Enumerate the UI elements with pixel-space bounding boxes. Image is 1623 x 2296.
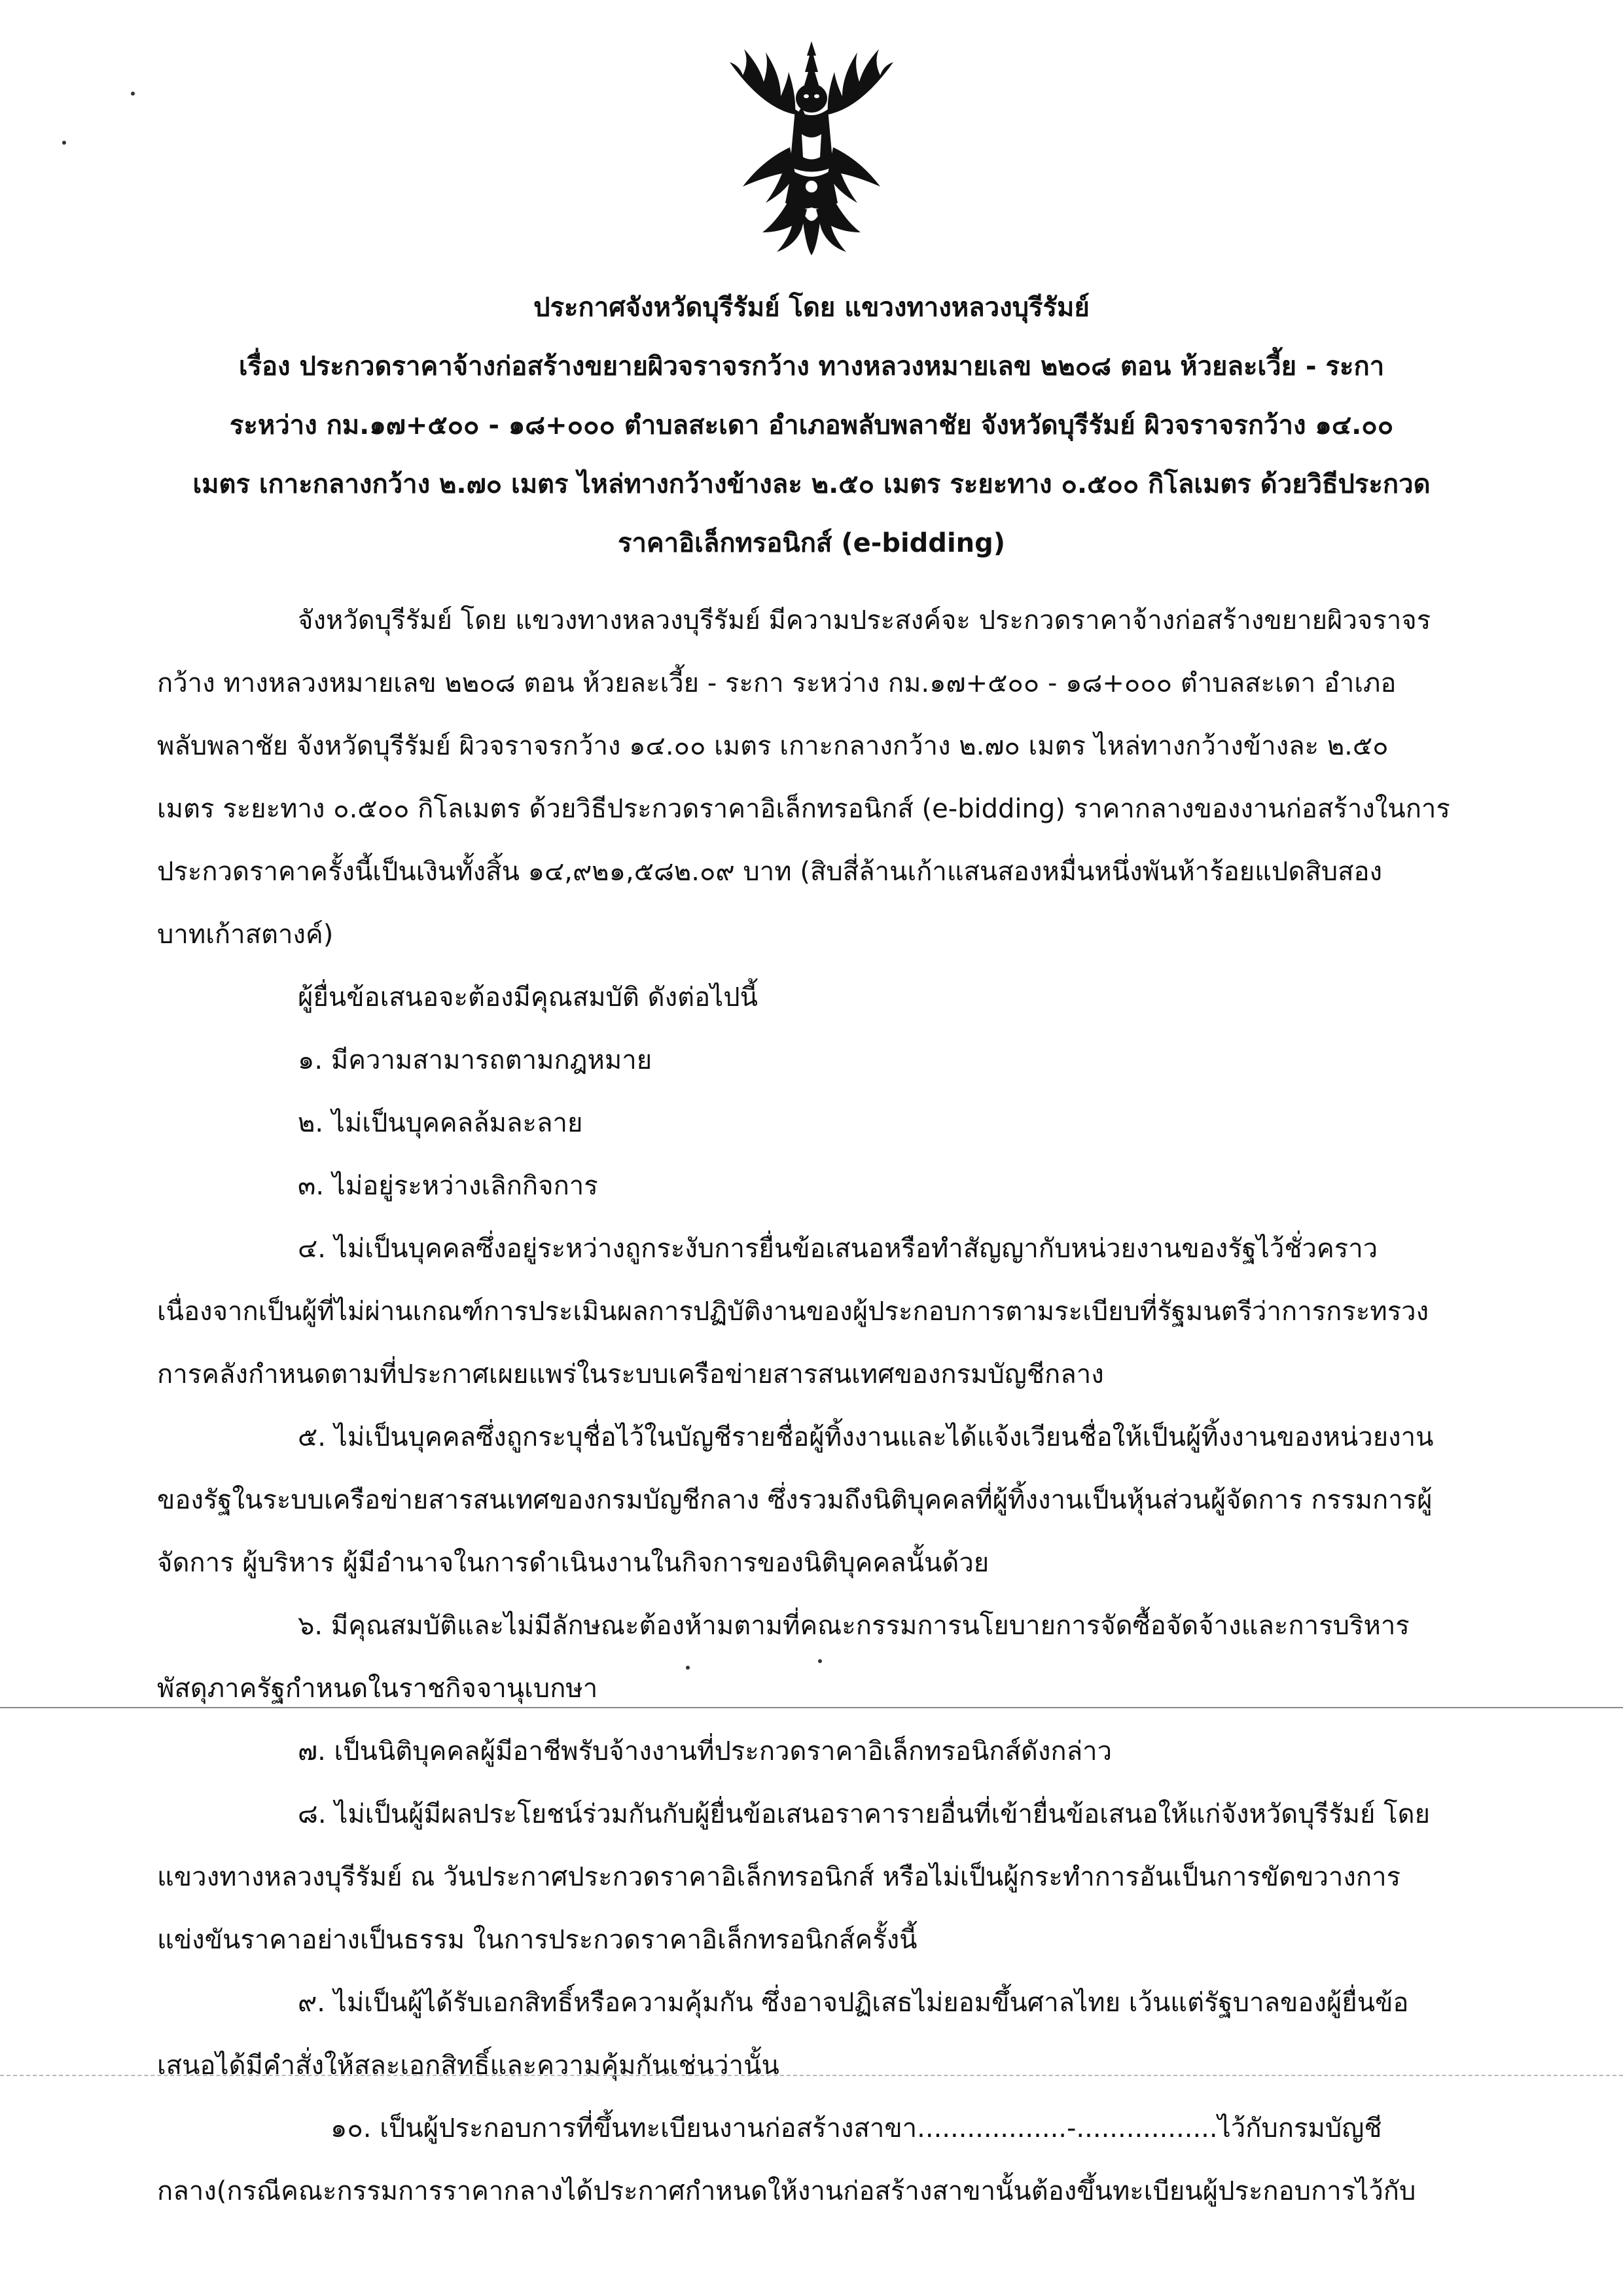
qualification-item-5-line-2: ของรัฐในระบบเครือข่ายสารสนเทศของกรมบัญชีกลาง ซึ่งรวมถึงนิติบุคคลที่ผู้ทิ้งงานเป็นหุ้นส่วนผู้จัดการ กรรมการผู้ — [157, 1485, 1433, 1515]
subject-line-3: เมตร เกาะกลางกว้าง ๒.๗๐ เมตร ไหล่ทางกว้างข้างละ ๒.๕๐ เมตร ระยะทาง ๐.๕๐๐ กิโลเมตร ด้วยวิธีประกวด — [192, 469, 1431, 499]
qualification-item-9-line-1: ๙. ไม่เป็นผู้ได้รับเอกสิทธิ์หรือความคุ้มกัน ซึ่งอาจปฏิเสธไม่ยอมขึ้นศาลไทย เว้นแต่รัฐบาลของผู้ยื่นข้อ — [298, 1988, 1409, 2018]
qualification-item-8-line-3: แข่งขันราคาอย่างเป็นธรรม ในการประกวดราคาอิเล็กทรอนิกส์ครั้งนี้ — [157, 1925, 918, 1955]
intro-line-2: กว้าง ทางหลวงหมายเลข ๒๒๐๘ ตอน ห้วยละเวี้ย - ระกา ระหว่าง กม.๑๗+๕๐๐ - ๑๘+๐๐๐ ตำบลสะเดา อำเภอ — [157, 668, 1397, 698]
qualification-item-8-line-2: แขวงทางหลวงบุรีรัมย์ ณ วันประกาศประกวดราคาอิเล็กทรอนิกส์ หรือไม่เป็นผู้กระทำการอันเป็นการขัดขวางการ — [157, 1862, 1401, 1892]
qualification-item-6-line-1: ๖. มีคุณสมบัติและไม่มีลักษณะต้องห้ามตามที่คณะกรรมการนโยบายการจัดซื้อจัดจ้างและการบริหาร — [298, 1611, 1410, 1641]
subject-line-2: ระหว่าง กม.๑๗+๕๐๐ - ๑๘+๐๐๐ ตำบลสะเดา อำเภอพลับพลาชัย จังหวัดบุรีรัมย์ ผิวจราจรกว้าง ๑๔.๐๐ — [229, 410, 1394, 440]
intro-line-5: ประกวดราคาครั้งนี้เป็นเงินทั้งสิ้น ๑๔,๙๒๑,๕๘๒.๐๙ บาท (สิบสี่ล้านเก้าแสนสองหมื่นหนึ่งพันห้าร้อยแปดสิบสอง — [157, 857, 1383, 887]
scan-speck — [131, 92, 135, 96]
intro-line-3: พลับพลาชัย จังหวัดบุรีรัมย์ ผิวจราจรกว้าง ๑๔.๐๐ เมตร เกาะกลางกว้าง ๒.๗๐ เมตร ไหล่ทางกว้างข้างละ ๒.๕๐ — [157, 731, 1389, 761]
intro-line-6: บาทเก้าสตางค์) — [157, 920, 334, 950]
scan-line-artifact — [0, 1707, 1623, 1708]
scan-dotted-line-artifact — [0, 2075, 1623, 2076]
announcement-header — [151, 278, 1472, 573]
scan-speck — [62, 141, 66, 145]
qualification-item-4-line-3: การคลังกำหนดตามที่ประกาศเผยแพร่ในระบบเครือข่ายสารสนเทศของกรมบัญชีกลาง — [157, 1359, 1104, 1390]
scan-speck — [686, 1666, 690, 1670]
qualification-item-8-line-1: ๘. ไม่เป็นผู้มีผลประโยชน์ร่วมกันกับผู้ยื่นข้อเสนอราคารายอื่นที่เข้ายื่นข้อเสนอให้แก่จังหวัดบุรีรัมย์ โดย — [298, 1799, 1431, 1829]
qualification-item-7: ๗. เป็นนิติบุคคลผู้มีอาชีพรับจ้างงานที่ประกวดราคาอิเล็กทรอนิกส์ดังกล่าว — [298, 1736, 1113, 1767]
qualification-item-10-line-1: ๑๐. เป็นผู้ประกอบการที่ขึ้นทะเบียนงานก่อสร้างสาขา..................-.................ไว้กับกรมบัญชี — [330, 2113, 1382, 2144]
qualification-item-3: ๓. ไม่อยู่ระหว่างเลิกกิจการ — [298, 1171, 598, 1201]
announcement-title: ประกาศจังหวัดบุรีรัมย์ โดย แขวงทางหลวงบุรีรัมย์ — [533, 293, 1090, 323]
qualification-item-4-line-2: เนื่องจากเป็นผู้ที่ไม่ผ่านเกณฑ์การประเมินผลการปฏิบัติงานของผู้ประกอบการตามระเบียบที่รัฐมนตรีว่าการกระทรวง — [157, 1297, 1429, 1327]
intro-line-1: จังหวัดบุรีรัมย์ โดย แขวงทางหลวงบุรีรัมย์ มีความประสงค์จะ ประกวดราคาจ้างก่อสร้างขยายผิวจราจร — [298, 605, 1431, 636]
garuda-emblem-icon — [704, 36, 919, 265]
scan-speck — [818, 1659, 822, 1663]
intro-line-4: เมตร ระยะทาง ๐.๕๐๐ กิโลเมตร ด้วยวิธีประกวดราคาอิเล็กทรอนิกส์ (e-bidding) ราคากลางของงานก่อสร้างในการ — [157, 794, 1450, 824]
qualification-item-6-line-2: พัสดุภาครัฐกำหนดในราชกิจจานุเบกษา — [157, 1674, 598, 1704]
qualification-item-4-line-1: ๔. ไม่เป็นบุคคลซึ่งอยู่ระหว่างถูกระงับการยื่นข้อเสนอหรือทำสัญญากับหน่วยงานของรัฐไว้ชั่วคราว — [298, 1234, 1378, 1264]
qualification-item-10-line-2: กลาง(กรณีคณะกรรมการราคากลางได้ประกาศกำหนดให้งานก่อสร้างสาขานั้นต้องขึ้นทะเบียนผู้ประกอบการไว้กับ — [157, 2176, 1416, 2206]
subject-line-4: ราคาอิเล็กทรอนิกส์ (e-bidding) — [617, 528, 1006, 558]
subject-line-1: เรื่อง ประกวดราคาจ้างก่อสร้างขยายผิวจราจรกว้าง ทางหลวงหมายเลข ๒๒๐๘ ตอน ห้วยละเวี้ย - ระกา — [238, 351, 1385, 382]
qualification-item-2: ๒. ไม่เป็นบุคคลล้มละลาย — [298, 1108, 583, 1138]
qualification-item-5-line-1: ๕. ไม่เป็นบุคคลซึ่งถูกระบุชื่อไว้ในบัญชีรายชื่อผู้ทิ้งงานและได้แจ้งเวียนชื่อให้เป็นผู้ทิ้งงานของหน่วยงาน — [298, 1422, 1434, 1452]
qualification-item-9-line-2: เสนอได้มีคำสั่งให้สละเอกสิทธิ์และความคุ้มกันเช่นว่านั้น — [157, 2051, 779, 2081]
qualification-item-1: ๑. มีความสามารถตามกฎหมาย — [298, 1045, 652, 1075]
qualification-item-5-line-3: จัดการ ผู้บริหาร ผู้มีอำนาจในการดำเนินงานในกิจการของนิติบุคคลนั้นด้วย — [157, 1548, 990, 1578]
qualifications-heading: ผู้ยื่นข้อเสนอจะต้องมีคุณสมบัติ ดังต่อไปนี้ — [298, 982, 758, 1013]
